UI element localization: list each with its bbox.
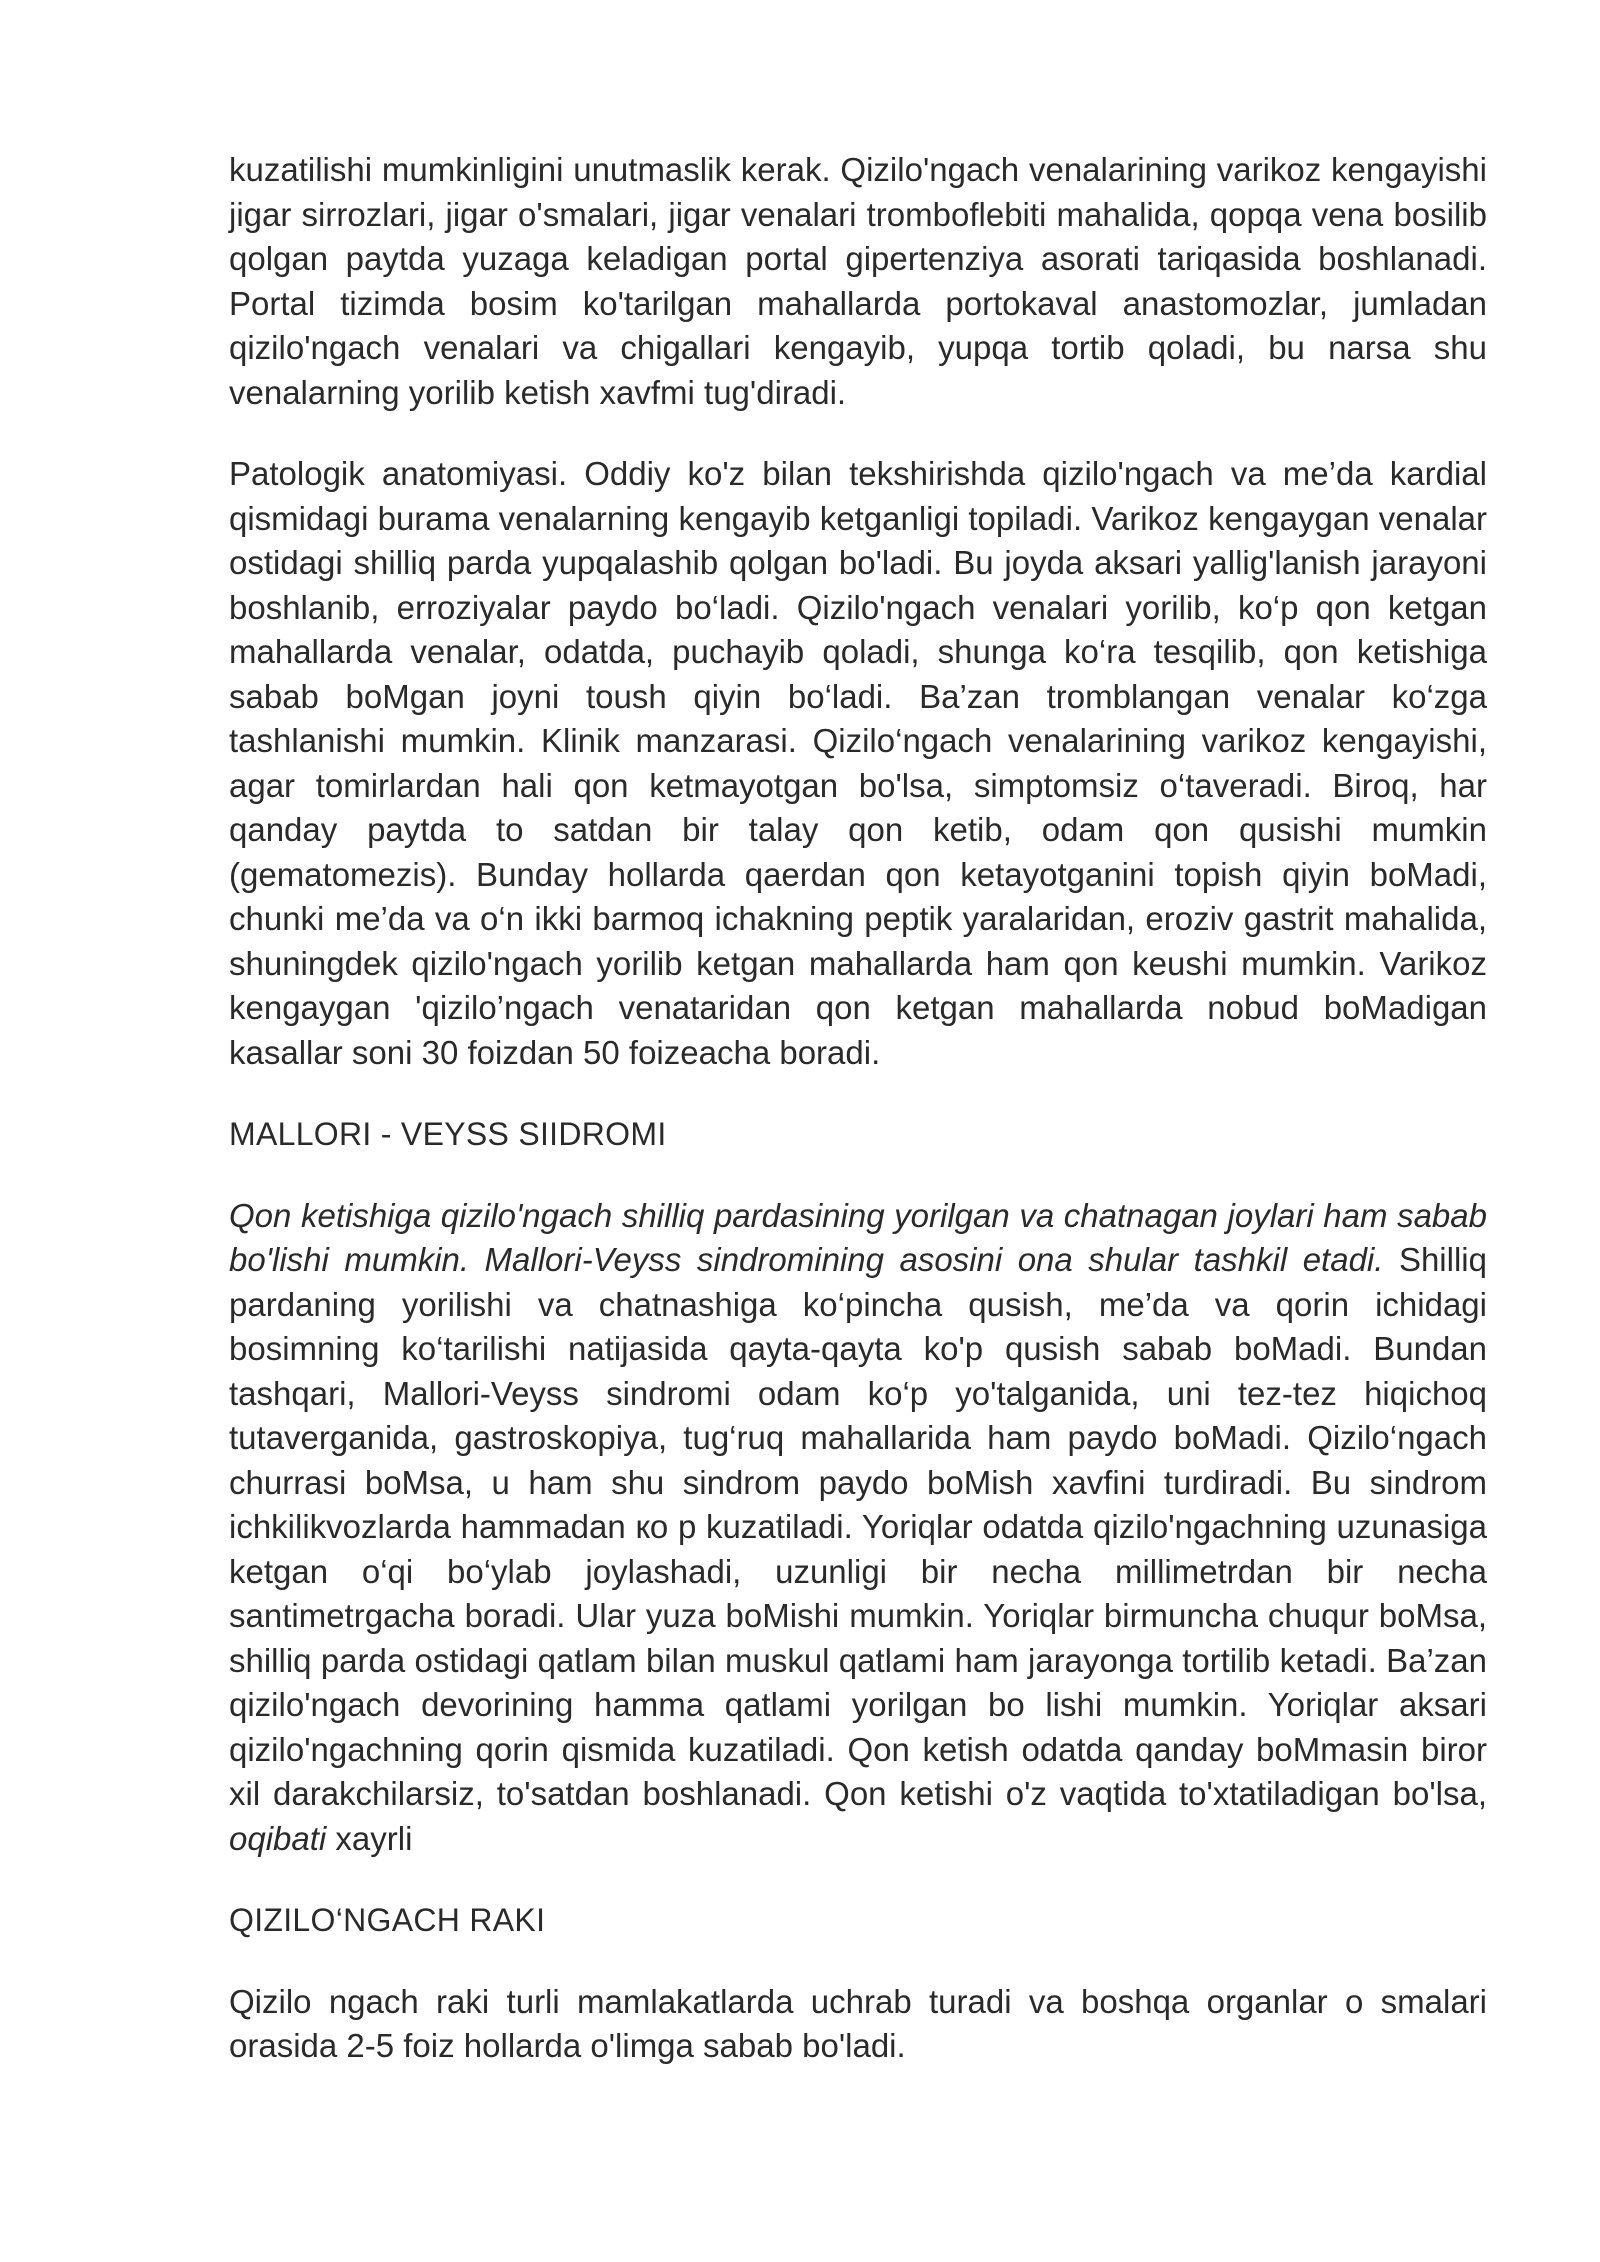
paragraph-3-italic-word: oqibati — [229, 1819, 327, 1857]
heading-qiziloNgach-raki: QIZILO‘NGACH RAKI — [229, 1902, 546, 1938]
paragraph-4: Qizilo ngach raki turli mamlakatlarda uchrab turadi va boshqa organlar o smalari orasida 2-5 foiz hollarda o'limga sabab bo'ladi. — [229, 1982, 1487, 2064]
paragraph-3 — [229, 1194, 1487, 1862]
paragraph-3-tail: xayrli — [326, 1819, 413, 1857]
paragraph-1: kuzatilishi mumkinligini unutmaslik kerak. Qizilo'ngach venalarining varikoz kengayishi jigar sirrozlari, jigar o'smalari, jigar venalari tromboflebiti mahalida, qopqa vena bosilib qolgan paytda yuzaga keladigan portal gipertenziya asorati tariqasida boshlanadi. Portal tizimda bosim ko'tarilgan mahallarda portokaval anastomozlar, jumladan qizilo'ngach venalari va chigallari kengayib, yupqa tortib qoladi, bu narsa shu venalarning yorilib ketish xavfmi tug'diradi. — [229, 151, 1487, 411]
document-page — [229, 148, 1487, 2069]
paragraph-3-body: Shilliq pardaning yorilishi va chatnashiga ko‘pincha qusish, me’da va qorin ichidagi bosimning ko‘tarilishi natijasida qayta-qayta ko'p qusish sabab boMadi. Bundan tashqari, Mallori-Veyss sindromi odam ko‘p yo'talganida, uni tez-tez hiqichoq tutaverganida, gastroskopiya, tug‘ruq mahallarida ham paydo boMadi. Qizilo‘ngach churrasi boMsa, u ham shu sindrom paydo boMish xavfini turdiradi. Bu sindrom ichkilikvozlarda hammadan кo p kuzatiladi. Yoriqlar odatda qizilo'ngachning uzunasiga ketgan o‘qi bo‘ylab joylashadi, uzunligi bir necha millimetrdan bir necha santimetrgacha boradi. Ular yuza boMishi mumkin. Yoriqlar birmuncha chuqur boMsa, shilliq parda ostidagi qatlam bilan muskul qatlami ham jarayonga tortilib ketadi. Ba’zan qizilo'ngach devorining hamma qatlami yorilgan bo lishi mumkin. Yoriqlar aksari qizilo'ngachning qorin qismida kuzatiladi. Qon ketish odatda qanday boMmasin biror xil darakchilarsiz, to'satdan boshlanadi. Qon ketishi o'z vaqtida to'xtatiladigan bo'lsa, — [229, 1241, 1487, 1812]
heading-mallori-veyss: MALLORI - VEYSS SIIDROMI — [229, 1116, 667, 1152]
paragraph-2: Patologik anatomiyasi. Oddiy ko'z bilan tekshirishda qizilo'ngach va me’da kardial qismidagi burama venalarning kengayib ketganligi topiladi. Varikoz kengaygan venalar ostidagi shilliq parda yupqalashib qolgan bo'ladi. Bu joyda aksari yallig'lanish jarayoni boshlanib, erroziyalar paydo bo‘ladi. Qizilo'ngach venalari yorilib, ko‘p qon ketgan mahallarda venalar, odatda, puchayib qoladi, shunga ko‘ra tesqilib, qon ketishiga sabab boMgan joyni toush qiyin bo‘ladi. Ba’zan tromblangan venalar ko‘zga tashlanishi mumkin. Klinik manzarasi. Qizilo‘ngach venalarining varikoz kengayishi, agar tomirlardan hali qon ketmayotgan bo'lsa, simptomsiz o‘taveradi. Biroq, har qanday paytda to satdan bir talay qon ketib, odam qon qusishi mumkin (gematomezis). Bunday hollarda qaerdan qon ketayotganini topish qiyin boMadi, chunki me’da va o‘n ikki barmoq ichakning peptik yaralaridan, eroziv gastrit mahalida, shuningdek qizilo'ngach yorilib ketgan mahallarda ham qon keushi mumkin. Varikoz kengaygan 'qizilo’ngach venataridan qon ketgan mahallarda nobud boMadigan kasallar soni 30 foizdan 50 foizeacha boradi. — [229, 455, 1487, 1071]
paragraph-3-italic-lead: Qon ketishiga qizilo'ngach shilliq pardasining yorilgan va chatnagan joylari ham sabab bo'lishi mumkin. Mallori-Veyss sindromining asosini ona shular tashkil etadi. — [229, 1196, 1487, 1278]
